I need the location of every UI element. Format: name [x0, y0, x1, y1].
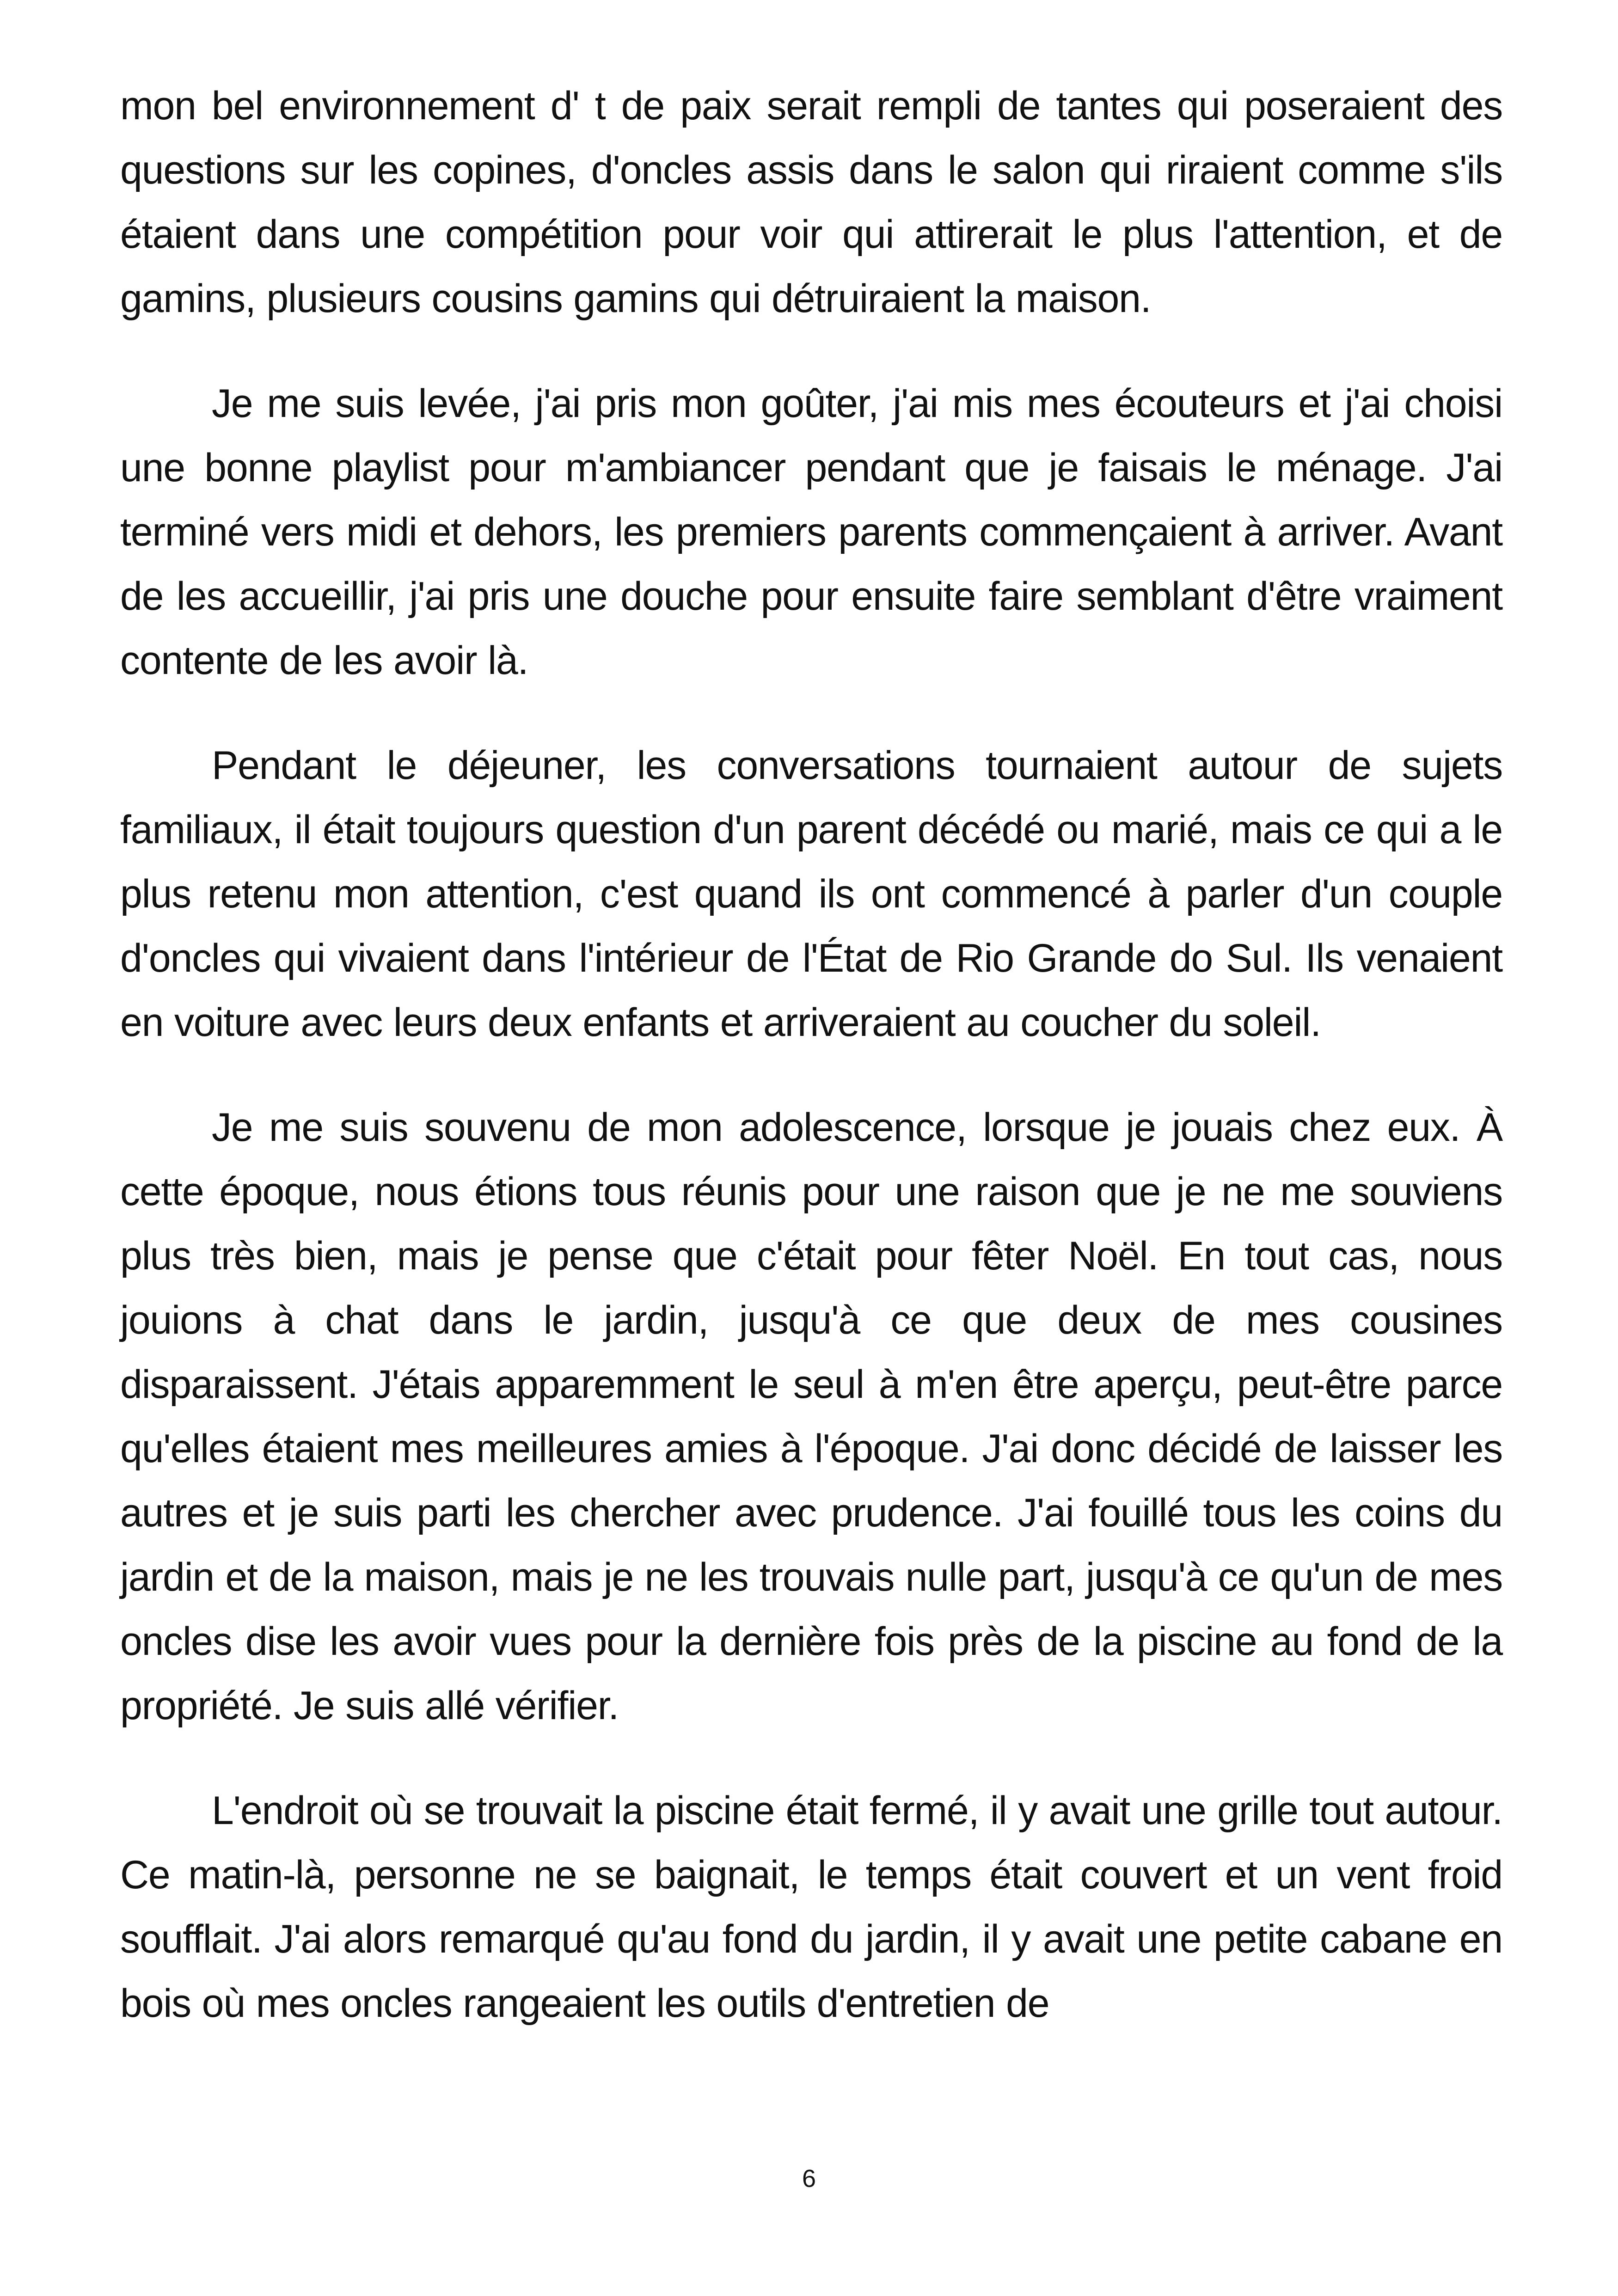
paragraph-childhood-memory: Je me suis souvenu de mon adolescence, lorsque je jouais chez eux. À cette époque, nous étions tous réunis pour une raison que je ne me souviens plus très bien, mais je pense que c'était pour fêter Noël. En tout cas, nous jouions à chat dans le jardin, jusqu'à ce que deux de mes cousines disparaissent. J'étais apparemment le seul à m'en être aperçu, peut-être parce qu'elles étaient mes meilleures amies à l'époque. J'ai donc décidé de laisser les autres et je suis parti les chercher avec prudence. J'ai fouillé tous les coins du jardin et de la maison, mais je ne les trouvais nulle part, jusqu'à ce qu'un de mes oncles dise les avoir vues pour la dernière fois près de la piscine au fond de la propriété. Je suis allé vérifier. — [120, 1105, 1502, 1728]
paragraph-pool-area: L'endroit où se trouvait la piscine était fermé, il y avait une grille tout autour. Ce matin-là, personne ne se baignait, le temps était couvert et un vent froid soufflait. J'ai alors remarqué qu'au fond du jardin, il y avait une petite cabane en bois où mes oncles rangeaient les outils d'entretien de — [120, 1788, 1502, 2026]
paragraph-lunch-conversation: Pendant le déjeuner, les conversations tournaient autour de sujets familiaux, il était toujours question d'un parent décédé ou marié, mais ce qui a le plus retenu mon attention, c'est quand ils ont commencé à parler d'un couple d'oncles qui vivaient dans l'intérieur de l'État de Rio Grande do Sul. Ils venaient en voiture avec leurs deux enfants et arriveraient au coucher du soleil. — [120, 743, 1502, 1045]
page-number: 6 — [802, 2165, 816, 2192]
paragraph-morning-cleaning: Je me suis levée, j'ai pris mon goûter, j'ai mis mes écouteurs et j'ai choisi une bonne playlist pour m'ambiancer pendant que je faisais le ménage. J'ai terminé vers midi et dehors, les premiers parents commençaient à arriver. Avant de les accueillir, j'ai pris une douche pour ensuite faire semblant d'être vraiment contente de les avoir là. — [120, 381, 1502, 683]
paragraph-continuation: mon bel environnement d' t de paix serait rempli de tantes qui poseraient des questions sur les copines, d'oncles assis dans le salon qui riraient comme s'ils étaient dans une compétition pour voir qui attirerait le plus l'attention, et de gamins, plusieurs cousins gamins qui détruiraient la maison. — [120, 84, 1502, 321]
page-body — [120, 74, 1502, 2076]
